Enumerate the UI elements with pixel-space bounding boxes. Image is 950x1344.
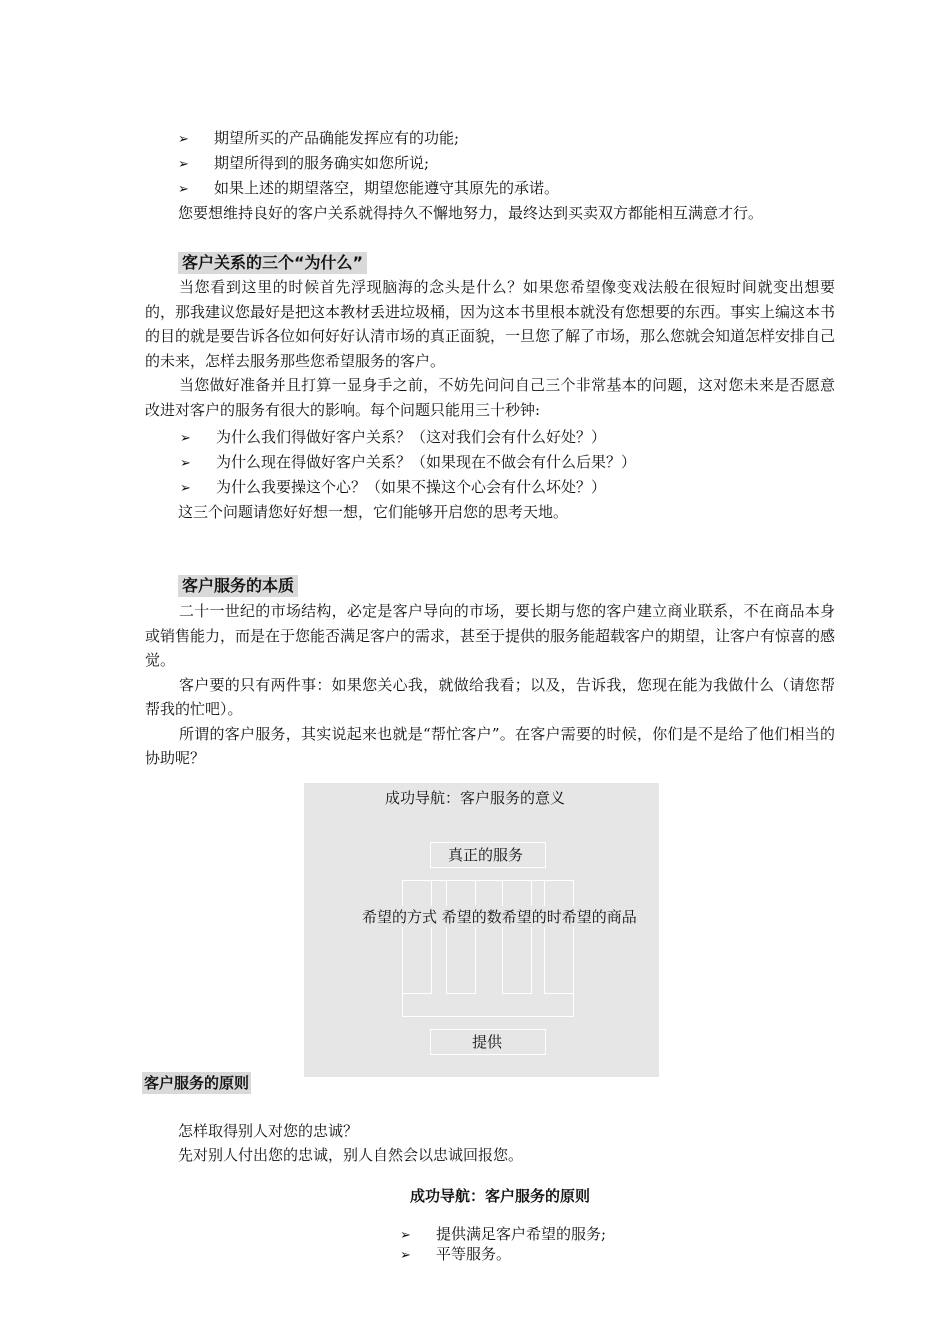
column-box [502, 880, 532, 994]
list-item: ➢ 期望所得到的服务确实如您所说; [178, 151, 429, 177]
column-box [446, 880, 476, 994]
list-item: ➢ 为什么我们得做好客户关系？（这对我们会有什么好处？） [180, 425, 606, 451]
service-meaning-diagram [304, 783, 659, 1077]
principles-subheading: 成功导航：客户服务的原则 [410, 1187, 591, 1205]
paragraph: 二十一世纪的市场结构，必定是客户导向的市场，要长期与您的客户建立商业联系，不在商品本身或销售能力，而是在于您能否满足客户的需求，甚至于提供的服务能超载客户的期望，让客户有惊喜的感觉。 [145, 602, 836, 669]
paragraph: 当您做好准备并且打算一显身手之前，不妨先问问自己三个非常基本的问题，这对您未来是否愿意改进对客户的服务有很大的影响。每个问题只能用三十秒钟: [145, 376, 835, 419]
section-heading-service-principles: 客户服务的原则 [144, 1074, 250, 1092]
paragraph: 这三个问题请您好好想一想，它们能够开启您的思考天地。 [178, 503, 569, 521]
list-item: ➢ 期望所买的产品确能发挥应有的功能; [178, 126, 459, 152]
section-heading-service-essence: 客户服务的本质 [178, 575, 298, 597]
summary-paragraph: 您要想维持良好的客户关系就得持久不懈地努力，最终达到买卖双方都能相互满意才行。 [178, 204, 764, 222]
list-item: ➢ 提供满足客户希望的服务; [400, 1222, 606, 1248]
section-heading-three-whys: 客户关系的三个“为什么” [178, 252, 367, 274]
paragraph: 先对别人付出您的忠诚，别人自然会以忠诚回报您。 [178, 1146, 524, 1164]
paragraph: 当您看到这里的时候首先浮现脑海的念头是什么？如果您希望像变戏法般在很短时间就变出想要的，那我建议您最好是把这本教材丢进垃圾桶，因为这本书里根本就没有您想要的东西。事实上编这本书的目的就是要告诉各位如何好好认清市场的真正面貌，一旦您了解了市场，那么您就会知道怎样安排自己的未来，怎样去服务那些您希望服务的客户。 [145, 278, 836, 370]
arrow-bullet-icon: ➢ [178, 157, 189, 172]
paragraph: 客户要的只有两件事：如果您关心我，就做给我看；以及，告诉我，您现在能为我做什么（请您帮帮我的忙吧）。 [145, 675, 835, 718]
middle-row-labels: 希望的方式 希望的数希望的时希望的商品 [362, 908, 637, 926]
arrow-bullet-icon: ➢ [180, 481, 191, 496]
arrow-bullet-icon: ➢ [400, 1228, 411, 1243]
section1-body [145, 275, 835, 422]
bottom-box-label: 提供 [472, 1033, 503, 1051]
arrow-bullet-icon: ➢ [400, 1248, 411, 1263]
column-box [544, 880, 574, 994]
section2-body [145, 599, 835, 771]
arrow-bullet-icon: ➢ [178, 132, 189, 147]
column-box [402, 880, 432, 994]
diagram-title: 成功导航：客户服务的意义 [385, 789, 566, 807]
arrow-bullet-icon: ➢ [180, 456, 191, 471]
list-item: ➢ 为什么我要操这个心？（如果不操这个心会有什么坏处？） [180, 475, 606, 501]
arrow-bullet-icon: ➢ [178, 182, 189, 197]
list-item: ➢ 如果上述的期望落空，期望您能遵守其原先的承诺。 [178, 176, 559, 202]
list-item: ➢ 平等服务。 [400, 1242, 511, 1268]
list-item: ➢ 为什么现在得做好客户关系？（如果现在不做会有什么后果？） [180, 450, 636, 476]
paragraph: 怎样取得别人对您的忠诚？ [178, 1122, 359, 1140]
paragraph: 所谓的客户服务，其实说起来也就是“帮忙客户”。在客户需要的时候，你们是不是给了他们相当的协助呢？ [145, 724, 835, 767]
top-box-label: 真正的服务 [448, 846, 524, 864]
arrow-bullet-icon: ➢ [180, 431, 191, 446]
